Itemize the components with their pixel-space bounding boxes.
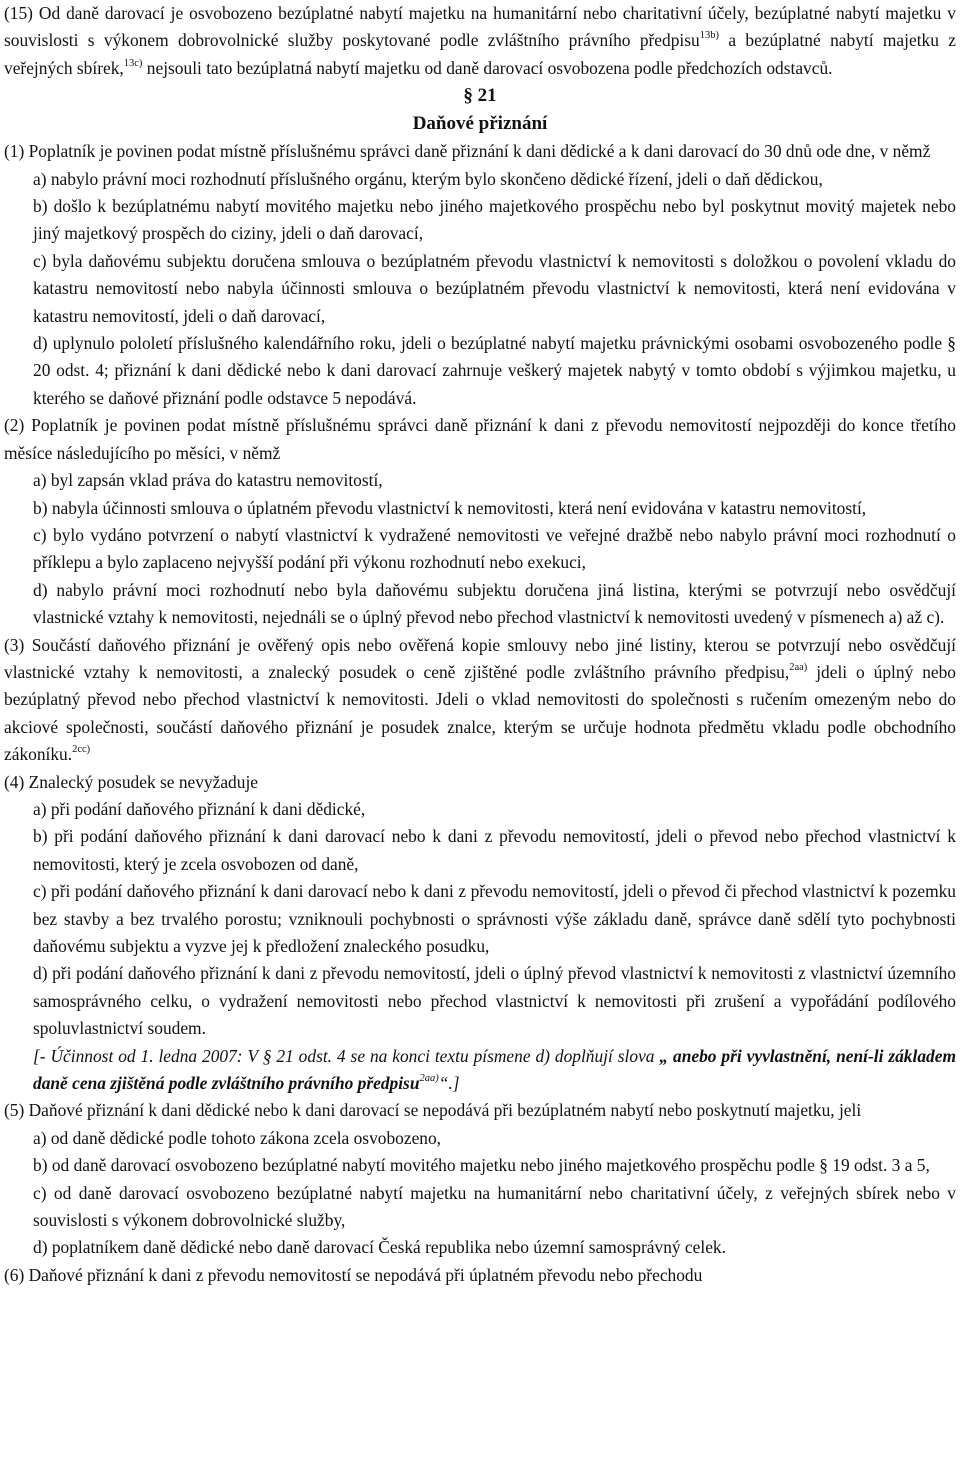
paragraph-3 xyxy=(4,632,956,769)
effectiveness-note-quote: „ anebo při vyvlastnění, není-li základem daně cena zjištěná podle zvláštního právního předpisu xyxy=(33,1045,956,1094)
paragraph-5-intro: (5) Daňové přiznání k dani dědické nebo k dani darovací se nepodává při bezúplatném nabytí nebo poskytnutí majetku, jeli xyxy=(4,1100,862,1121)
footnote-ref-2aa: 2aa) xyxy=(789,661,808,673)
paragraph-2-item-d: d) nabylo právní moci rozhodnutí nebo byla daňovému subjektu doručena jiná listina, kterými se potvrzují nebo osvědčují vlastnické vztahy k nemovitosti, nejednáli se o úplný převod nebo přechod vlastnictví k nemovitosti uvedený v písmenech a) až c). xyxy=(33,579,956,628)
paragraph-4-item-d: d) při podání daňového přiznání k dani z převodu nemovitostí, jdeli o úplný převod vlastnictví k nemovitosti z vlastnictví územního samosprávného celku, o vydražení nemovitosti nebo přechod vlastnictví k nemovitosti při zrušení a vypořádání podílového spoluvlastnictví soudem. xyxy=(33,963,956,1039)
paragraph-1-item-b: b) došlo k bezúplatnému nabytí movitého majetku nebo jiného majetkového prospěchu nebo byl poskytnut movitý majetek nebo jiný majetkový prospěch do ciziny, jdeli o daň darovací, xyxy=(33,196,956,244)
paragraph-5-item-b: b) od daně darovací osvobozeno bezúplatné nabytí movitého majetku nebo jiného majetkového prospěchu podle § 19 odst. 3 a 5, xyxy=(33,1155,930,1176)
paragraph-1-intro: (1) Poplatník je povinen podat místně příslušnému správci daně přiznání k dani dědické a k dani darovací do 30 dnů ode dne, v němž xyxy=(4,141,931,162)
paragraph-5-item-d: d) poplatníkem daně dědické nebo daně darovací Česká republika nebo územní samosprávný celek. xyxy=(33,1237,726,1258)
paragraph-4-item-c: c) při podání daňového přiznání k dani darovací nebo k dani z převodu nemovitostí, jdeli o převod či přechod vlastnictví k pozemku bez stavby a bez trvalého porostu; vzniknouli pochybnosti o správnosti výše základu daně, správce daně sdělí tyto pochybnosti daňovému subjektu a vyzve jej k předložení znaleckého posudku, xyxy=(33,881,956,956)
footnote-ref-2aa-note: 2aa) xyxy=(419,1073,439,1085)
paragraph-5-item-a: a) od daně dědické podle tohoto zákona zcela osvobozeno, xyxy=(33,1127,442,1148)
paragraph-15 xyxy=(4,0,956,82)
footnote-ref-2cc: 2cc) xyxy=(72,744,91,756)
paragraph-2-item-a: a) byl zapsán vklad práva do katastru nemovitostí, xyxy=(33,470,383,491)
paragraph-4-item-a: a) při podání daňového přiznání k dani dědické, xyxy=(33,798,366,819)
paragraph-1-item-d: d) uplynulo pololetí příslušného kalendářního roku, jdeli o bezúplatné nabytí majetku právnickými osobami osvobozeného podle § 20 odst. 4; přiznání k dani dědické nebo k dani darovací zahrnuje veškerý majetek nabytý v tomto období s výjimkou majetku, u kterého se daňové přiznání podle odstavce 5 nepodává. xyxy=(33,333,956,408)
effectiveness-note-text: [- Účinnost od 1. ledna 2007: V § 21 odst. 4 se na konci textu písmene d) doplňují slova xyxy=(33,1045,660,1066)
paragraph-5-item-c: c) od daně darovací osvobozeno bezúplatné nabytí majetku na humanitární nebo charitativní účely, z veřejných sbírek nebo v souvislosti s výkonem dobrovolnické služby, xyxy=(33,1182,956,1231)
paragraph-2-intro: (2) Poplatník je povinen podat místně příslušnému správci daně přiznání k dani z převodu nemovitostí nejpozději do konce třetího měsíce následujícího po měsíci, v němž xyxy=(4,415,956,463)
effectiveness-note xyxy=(4,1043,956,1098)
paragraph-15-text-b: a bezúplatné nabytí majetku z veřejných sbírek, xyxy=(4,30,957,78)
paragraph-15-text-c: nejsouli tato bezúplatná nabytí majetku od daně darovací osvobozena podle předchozích odstavců. xyxy=(142,57,833,78)
paragraph-2-item-c: c) bylo vydáno potvrzení o nabytí vlastnictví k vydražené nemovitosti ve veřejné dražbě nebo nabylo právní moci rozhodnutí o příklepu a bylo zaplaceno nejvyšší podání při výkonu rozhodnutí nebo exekuci, xyxy=(33,524,956,573)
paragraph-2-item-b: b) nabyla účinnosti smlouva o úplatném převodu vlastnictví k nemovitosti, která není evidována v katastru nemovitostí, xyxy=(33,497,867,518)
paragraph-4-intro: (4) Znalecký posudek se nevyžaduje xyxy=(4,771,258,792)
paragraph-4-item-b: b) při podání daňového přiznání k dani darovací nebo k dani z převodu nemovitostí, jdeli o převod nebo přechod vlastnictví k nemovitosti, který je zcela osvobozen od daně, xyxy=(33,826,956,874)
paragraph-1-item-c: c) byla daňovému subjektu doručena smlouva o bezúplatném převodu vlastnictví k nemovitosti s doložkou o povolení vkladu do katastru nemovitostí nebo nabyla účinnosti smlouva o bezúplatném převodu vlastnictví k nemovitosti, která není evidována v katastru nemovitostí, jdeli o daň darovací, xyxy=(33,250,956,326)
paragraph-15-text-a: (15) Od daně darovací je osvobozeno bezúplatné nabytí majetku na humanitární nebo charitativní účely, bezúplatné nabytí majetku v souvislosti s výkonem dobrovolnické služby poskytované podle zvláštního právního předpisu xyxy=(4,3,956,51)
section-title: Daňové přiznání xyxy=(412,113,548,135)
footnote-ref-13b: 13b) xyxy=(699,30,719,42)
paragraph-6-intro: (6) Daňové přiznání k dani z převodu nemovitostí se nepodává při úplatném převodu nebo přechodu xyxy=(4,1264,703,1285)
effectiveness-note-end: “.] xyxy=(438,1073,460,1094)
paragraph-3-text-b: jdeli o úplný nebo bezúplatný převod nebo přechod vlastnictví k nemovitosti. Jdeli o vklad nemovitosti do společnosti s ručením omezeným nebo do akciové společnosti, součástí daňového přiznání je posudek znalce, kterým se určuje hodnota předmětu vkladu podle obchodního zákoníku. xyxy=(4,661,956,765)
paragraph-3-text-a: (3) Součástí daňového přiznání je ověřený opis nebo ověřená kopie smlouvy nebo jiné listiny, kterou se potvrzují nebo osvědčují vlastnické vztahy k nemovitosti, a znalecký posudek o ceně zjištěné podle zvláštního právního předpisu, xyxy=(4,634,956,682)
section-number: § 21 xyxy=(463,85,497,107)
footnote-ref-13c: 13c) xyxy=(123,57,143,69)
paragraph-1-item-a: a) nabylo právní moci rozhodnutí příslušného orgánu, kterým bylo skončeno dědické řízení, jdeli o daň dědickou, xyxy=(33,168,823,189)
